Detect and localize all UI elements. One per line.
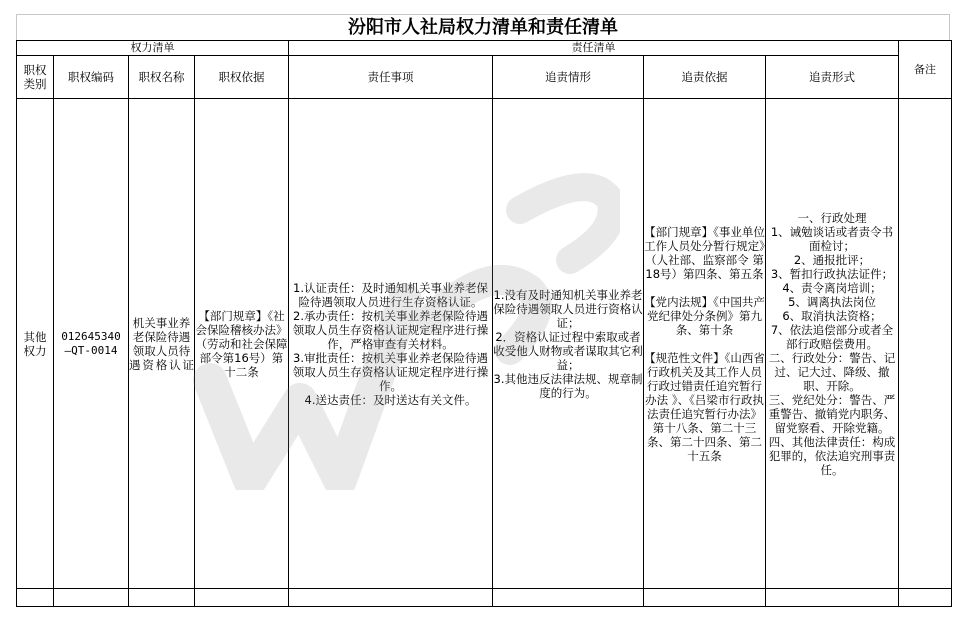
accountability-situations-cell: 1.没有及时通知机关事业养老保险待遇领取人员进行资格认证； 2．资格认证过程中索取或者收受他人财物或者谋取其它利益； 3.其他违反法律法规、规章制度的行为。 — [493, 99, 644, 589]
category-header: 职权 类别 — [17, 56, 54, 99]
duties-cell: 1.认证责任：及时通知机关事业养老保险待遇领取人员进行生存资格认证。 2.承办责任：按机关事业养老保险待遇领取人员生存资格认证规定程序进行操作，严格审查有关材料。 3.审批责任：按机关事业养老保险待遇领取人员生存资格认证规定程序进行操作。 4.送达责任：及时送达有关文件。 — [289, 99, 493, 589]
column-header-row — [17, 56, 952, 99]
accountability-forms-cell: 一、行政处理 1、诫勉谈话或者责令书面检讨； 2、通报批评； 3、暂扣行政执法证件； 4、责令离岗培训； 5、调离执法岗位 6、取消执法资格； 7、依法追偿部分或者全部行政赔偿费用。 二、行政处分：警告、记过、记大过、降级、撤职、开除。 三、党纪处分：警告、严重警告、撤销党内职务、留党察看、开除党籍。 四、其他法律责任：构成犯罪的，依法追究刑事责任。 — [766, 99, 899, 589]
group-header-row — [17, 41, 952, 56]
accountability-situations-header: 追责情形 — [493, 56, 644, 99]
accountability-forms-header: 追责形式 — [766, 56, 899, 99]
page-title: 汾阳市人社局权力清单和责任清单 — [16, 14, 950, 40]
responsibility-list-group-header: 责任清单 — [289, 41, 899, 56]
empty-row — [17, 589, 952, 607]
basis-header: 职权依据 — [195, 56, 289, 99]
name-header: 职权名称 — [129, 56, 195, 99]
accountability-basis-cell: 【部门规章】《事业单位工作人员处分暂行规定》（人社部、监察部令 第18号）第四条、第五条 【党内法规】《中国共产党纪律处分条例》第九条、第十条 【规范性文件】《山西省行政机关及其工作人员行政过错责任追究暂行办法 》、《吕梁市行政执法责任追究暂行办法》第十八条、第二十三条、第二十四条、第二十五条 — [644, 99, 766, 589]
remarks-cell — [899, 99, 952, 589]
basis-cell: 【部门规章】《社会保险稽核办法》（劳动和社会保障部令第16号）第十二条 — [195, 99, 289, 589]
power-list-group-header: 权力清单 — [17, 41, 289, 56]
table-row — [17, 99, 952, 589]
duties-header: 责任事项 — [289, 56, 493, 99]
code-header: 职权编码 — [54, 56, 129, 99]
category-cell: 其他 权力 — [17, 99, 54, 589]
accountability-basis-header: 追责依据 — [644, 56, 766, 99]
power-responsibility-table — [16, 40, 952, 607]
remarks-header: 备注 — [899, 41, 952, 99]
code-cell: 012645340 —QT-0014 — [54, 99, 129, 589]
name-cell: 机关事业养老保险待遇领取人员待遇资格认证 — [129, 99, 195, 589]
